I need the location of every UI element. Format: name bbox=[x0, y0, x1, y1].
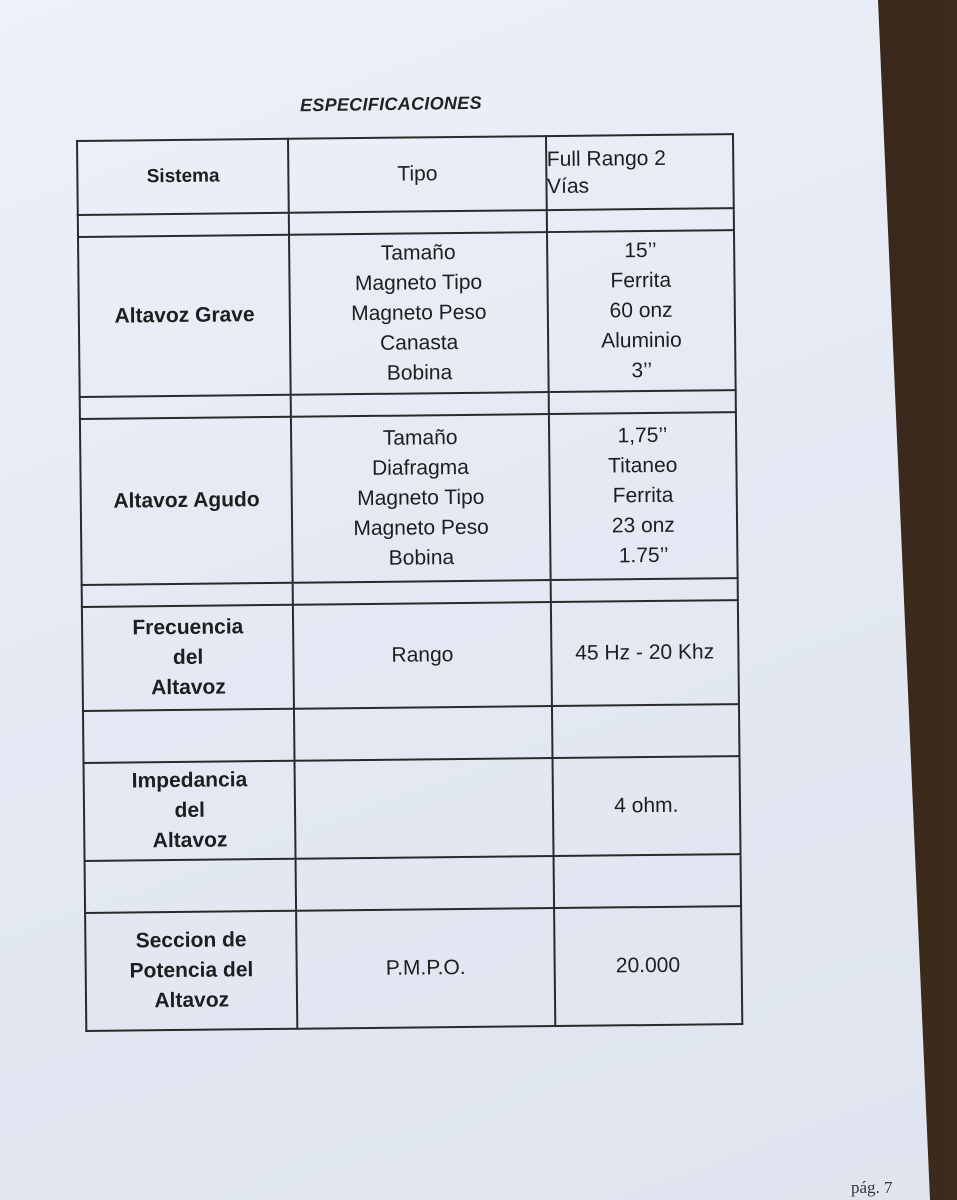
system-label: Impedancia bbox=[131, 768, 248, 793]
value-label: 20.000 bbox=[615, 953, 681, 978]
value-label: Titaneo bbox=[607, 453, 678, 478]
system-cell bbox=[78, 235, 291, 397]
system-label: Altavoz Grave bbox=[114, 303, 255, 328]
value-label: 15’’ bbox=[624, 238, 657, 263]
value-label: 3’’ bbox=[631, 358, 653, 383]
value-label: 23 onz bbox=[611, 513, 675, 538]
system-cell bbox=[85, 911, 298, 1031]
value-label: 1.75’’ bbox=[618, 543, 669, 568]
value-cell bbox=[550, 600, 739, 706]
type-cell bbox=[289, 232, 548, 395]
type-label: Magneto Peso bbox=[351, 300, 487, 326]
table-row-altavoz-grave bbox=[78, 230, 736, 397]
value-label: 60 onz bbox=[609, 298, 673, 323]
type-label: Bobina bbox=[388, 546, 455, 570]
header-full-rango-line: Vías bbox=[546, 174, 590, 199]
system-label: Frecuencia bbox=[132, 615, 244, 640]
system-label: Altavoz Agudo bbox=[113, 488, 260, 513]
table-row-impedancia bbox=[84, 756, 741, 861]
type-label: Bobina bbox=[386, 361, 453, 385]
spacer-row bbox=[85, 854, 742, 913]
type-cell bbox=[291, 414, 550, 583]
type-label: Magneto Tipo bbox=[357, 485, 485, 511]
system-label: del bbox=[172, 645, 204, 670]
system-label: del bbox=[174, 798, 206, 823]
type-label: Diafragma bbox=[371, 455, 470, 480]
value-cell bbox=[554, 906, 743, 1026]
value-label: 4 ohm. bbox=[614, 793, 679, 818]
header-full-rango-line: Full Rango 2 bbox=[546, 146, 667, 172]
specifications-table bbox=[76, 133, 743, 1032]
system-label: Altavoz bbox=[154, 988, 230, 1013]
type-cell bbox=[293, 602, 551, 709]
header-full-rango bbox=[546, 134, 734, 210]
type-label: Tamaño bbox=[380, 241, 456, 265]
value-label: 45 Hz - 20 Khz bbox=[575, 640, 715, 665]
type-label: Tamaño bbox=[382, 426, 458, 450]
value-cell bbox=[552, 756, 740, 856]
system-label: Altavoz bbox=[151, 675, 226, 700]
system-label: Potencia del bbox=[129, 958, 254, 983]
type-label: Magneto Tipo bbox=[354, 270, 483, 296]
type-label: P.M.P.O. bbox=[385, 955, 466, 980]
value-label: Aluminio bbox=[601, 328, 682, 353]
spacer-row bbox=[83, 704, 740, 763]
table-row-altavoz-agudo bbox=[80, 412, 738, 585]
type-label: Rango bbox=[391, 643, 454, 667]
header-tipo: Tipo bbox=[288, 136, 546, 213]
table-row-potencia bbox=[85, 906, 742, 1031]
table-row-frecuencia bbox=[82, 600, 739, 711]
type-label: Canasta bbox=[379, 331, 459, 355]
system-label: Altavoz bbox=[152, 828, 228, 853]
type-cell bbox=[295, 758, 553, 859]
system-cell bbox=[80, 417, 293, 585]
value-label: Ferrita bbox=[612, 483, 674, 508]
type-label: Magneto Peso bbox=[353, 515, 489, 541]
system-label: Seccion de bbox=[135, 928, 247, 953]
value-cell bbox=[548, 412, 737, 580]
type-cell bbox=[297, 908, 555, 1029]
page-number: pág. 7 bbox=[851, 1178, 893, 1197]
system-cell bbox=[82, 605, 295, 711]
system-cell bbox=[84, 761, 296, 861]
table-header-row bbox=[77, 134, 734, 215]
header-sistema: Sistema bbox=[77, 139, 289, 215]
value-cell bbox=[547, 230, 736, 392]
value-label: 1,75’’ bbox=[617, 423, 668, 448]
document-title: ESPECIFICACIONES bbox=[299, 92, 482, 116]
value-label: Ferrita bbox=[610, 268, 672, 293]
